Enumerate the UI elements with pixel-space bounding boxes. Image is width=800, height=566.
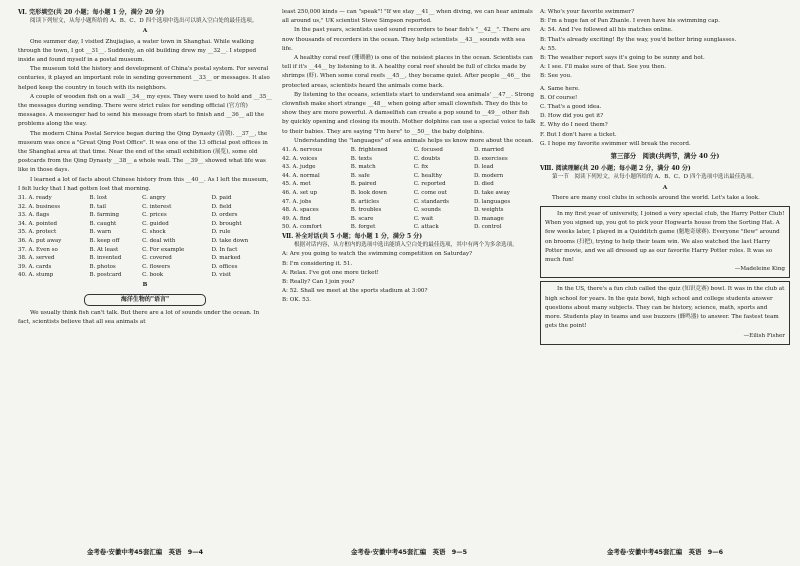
- option-cell: B. keep off: [89, 238, 120, 245]
- option-cell: 41. A. nervous: [282, 147, 323, 154]
- paragraph: A healthy coral reef (珊瑚礁) is one of the noisiest places in the ocean. Scientists can tell if it's __44__ by listening to it. A healthy coral reef should be full of clicks made by shrimps (虾). When some coral reefs __45__, they became quiet. After people __46__ the protected areas, scientists heard the animals come back.: [282, 55, 533, 89]
- option-cell: 34. A. pointed: [18, 220, 58, 227]
- signature: —Madeleine King: [734, 266, 785, 273]
- column-right: [540, 8, 790, 348]
- dialog-line: A: 52. Shall we meet at the sports stadium at 3:00?: [282, 288, 428, 295]
- choice-item: F. But I don't have a ticket.: [540, 131, 617, 138]
- option-cell: D. take down: [211, 238, 249, 245]
- option-cell: 40. A. stump: [18, 272, 54, 279]
- choice-item: C. That's a good idea.: [540, 104, 602, 111]
- dialog-line: B: See you.: [540, 73, 572, 80]
- option-row: [18, 228, 272, 237]
- option-row: [18, 211, 272, 220]
- dialog-line: B: That's already exciting! By the way, you'd better bring sunglasses.: [540, 36, 737, 43]
- option-cell: B. lost: [89, 195, 108, 202]
- dialog-line: B: The weather report says it's going to be sunny and hot.: [540, 55, 705, 62]
- paragraph: In my first year of university, I joined a very special club, the Harry Potter Club! When you signed up, you got to pick your Hogwarts house from the Sorting Hat. A few weeks later, I played in a Quidditch game (魁地奇球赛). Everyone "flew" around on brooms (扫把), trying to help their team win. We also watched the last Harry Potter movie, and we all dressed up as our favorite Harry Potter roles. It was so much fun!: [545, 211, 785, 264]
- paragraph: One summer day, I visited Zhujiajiao, a water town in Shanghai. While walking through the town, I got __31__. Suddenly, an old building drew my __32__. I stepped inside and found myself in a postal museum.: [18, 38, 257, 64]
- option-row: [282, 172, 536, 181]
- dialog-line: B: OK. 53.: [282, 297, 311, 304]
- option-cell: B. safe: [350, 172, 370, 179]
- paragraph: By listening to the oceans, scientists start to understand sea animals' __47__. Strong clownfish make short strange __48__ when going after small clownfish. They do this to show they are more powerful. A damselfish can create a pop sound to __49__ other fish by quickly opening and closing its mouth. Mother dolphins can use a special voice to talk to their babies. They are saying "I'm here" to __50__ the baby dolphins.: [282, 91, 536, 135]
- option-cell: B. photos: [89, 263, 116, 270]
- option-row: [18, 254, 272, 263]
- column-left: [18, 8, 272, 328]
- signature: —Eilish Fisher: [743, 332, 785, 339]
- option-cell: B. tail: [89, 203, 107, 210]
- option-cell: 49. A. find: [282, 215, 311, 222]
- section-title-cloze: Ⅵ. 完形填空(共 20 小题；每小题 1 分，满分 20 分): [18, 9, 165, 16]
- part-title: 第三部分 阅读(共两节，满分 40 分): [610, 152, 720, 161]
- option-cell: B. warn: [89, 229, 112, 236]
- option-row: [282, 146, 536, 155]
- option-cell: D. marked: [211, 255, 241, 262]
- section-instructions: 根据对话内容，从方框内的选项中选出能填入空白处的最佳选项，其中有两个为多余选项。: [294, 242, 518, 249]
- choice-item: B. Of course!: [540, 94, 578, 101]
- option-cell: B. caught: [89, 220, 117, 227]
- dialog-line: A: Are you going to watch the swimming competition on Saturday?: [282, 251, 473, 258]
- option-cell: C. doubts: [413, 155, 441, 162]
- dialog-line: A: Who's your favorite swimmer?: [540, 9, 634, 15]
- choice-item: G. I hope my favorite swimmer will break the record.: [540, 140, 691, 147]
- option-cell: B. At least: [89, 246, 119, 253]
- option-row: [282, 163, 536, 172]
- option-cell: 50. A. comfort: [282, 224, 322, 231]
- option-row: [282, 189, 536, 198]
- option-cell: D. visit: [211, 272, 231, 279]
- option-cell: B. texts: [350, 155, 372, 162]
- option-cell: C. attack: [413, 224, 439, 231]
- option-cell: B. troubles: [350, 207, 382, 214]
- option-cell: D. paid: [211, 195, 232, 202]
- option-cell: D. exercises: [473, 155, 508, 162]
- option-cell: C. book: [142, 272, 164, 279]
- option-cell: 43. A. judge: [282, 164, 316, 171]
- option-cell: C. standards: [413, 198, 449, 205]
- option-cell: B. frightened: [350, 147, 388, 154]
- paragraph: We usually think fish can't talk. But there are a lot of sounds under the ocean. In fact, scientists believe that all sea animals at: [18, 310, 260, 326]
- option-row: [18, 271, 272, 280]
- option-cell: C. deal with: [142, 238, 176, 245]
- option-cell: C. flowers: [142, 263, 171, 270]
- option-cell: D. In fact: [211, 246, 238, 253]
- option-cell: D. weights: [473, 207, 504, 214]
- option-row: [282, 155, 536, 164]
- option-row: [18, 237, 272, 246]
- page-footer: 金考卷·安徽中考45套汇编 英语 9—6: [606, 548, 724, 556]
- option-cell: B. invented: [89, 255, 122, 262]
- option-row: [18, 203, 272, 212]
- choice-list: [540, 85, 790, 149]
- choice-item: A. Same here.: [540, 85, 580, 92]
- paragraph: In the past years, scientists used sound recorders to hear fish's "__42__". There are now thousands of recorders in the ocean. They help scientists __43__ sounds with sea life.: [282, 27, 531, 52]
- option-row: [18, 246, 272, 255]
- option-cell: C. wait: [413, 215, 434, 222]
- option-row: [18, 220, 272, 229]
- option-cell: C. covered: [142, 255, 172, 262]
- option-cell: 39. A. cards: [18, 263, 52, 270]
- paragraph: The museum told the history and development of China's postal system. For several centuries, it played an important role in sending government __33__ or messages. It also helped keep the country in touch with its neighbors.: [18, 66, 270, 91]
- options-table: [18, 194, 272, 280]
- dialog-line: A: 54. And I've followed all his matches online.: [540, 27, 673, 34]
- option-cell: D. offices: [211, 263, 238, 270]
- paragraph: The modern China Postal Service began during the Qing Dynasty (清朝). __37__, the museum was once a "Great Qing Post Office". It was one of the 13 official post offices in the Shanghai area at that time. Near the end of the small exhibition (展览), some old postcards from the Qing Dynasty __38__ a whole wall. The __39__ showed what life was like in those days.: [18, 130, 268, 174]
- option-cell: D. lead: [473, 164, 494, 171]
- option-cell: D. field: [211, 203, 232, 210]
- option-cell: 32. A. business: [18, 203, 61, 210]
- club-box: [540, 281, 790, 344]
- option-cell: D. brought: [211, 220, 242, 227]
- option-cell: 35. A. protect: [18, 229, 57, 236]
- page-footer: 金考卷·安徽中考45套汇编 英语 9—5: [350, 548, 468, 556]
- dialog-line: B: Really? Can I join you?: [282, 279, 355, 285]
- option-cell: B. look down: [350, 190, 387, 197]
- option-cell: D. languages: [473, 198, 511, 205]
- option-cell: 48. A. spaces: [282, 207, 319, 214]
- option-row: [282, 215, 536, 224]
- option-cell: 33. A. flags: [18, 212, 50, 219]
- option-cell: C. come out: [413, 190, 447, 197]
- section-instructions: 第一节 阅读下列短文，从每小题所给的 A、B、C、D 四个选项中选出最佳选项。: [552, 174, 758, 181]
- option-cell: B. scare: [350, 215, 374, 222]
- option-cell: 42. A. voices: [282, 155, 318, 162]
- option-cell: 45. A. met: [282, 181, 311, 188]
- section-title-reading: Ⅷ. 阅读理解(共 20 小题；每小题 2 分，满分 40 分): [540, 165, 691, 173]
- option-cell: C. healthy: [413, 172, 443, 179]
- section-instructions: 阅读下列短文，从每小题所给的 A、B、C、D 四个选项中选出可以填入空白处的最佳选项。: [30, 18, 258, 25]
- option-cell: C. fix: [413, 164, 429, 171]
- option-cell: 46. A. set up: [282, 190, 318, 197]
- option-cell: C. guided: [142, 220, 169, 227]
- option-cell: D. take away: [473, 190, 510, 197]
- option-row: [282, 206, 536, 215]
- column-middle: [282, 8, 536, 306]
- passage-letter-a: A: [142, 28, 148, 35]
- option-row: [282, 180, 536, 189]
- option-cell: B. forget: [350, 224, 376, 231]
- option-cell: D. died: [473, 181, 494, 188]
- paragraph: There are many cool clubs in schools around the world. Let's take a look.: [552, 194, 760, 201]
- option-cell: 31. A. ready: [18, 195, 52, 202]
- option-cell: 36. A. put away: [18, 238, 62, 245]
- option-cell: B. farming: [89, 212, 120, 219]
- option-cell: 44. A. normal: [282, 172, 320, 179]
- option-cell: 37. A. Even so: [18, 246, 58, 253]
- option-cell: B. paired: [350, 181, 377, 188]
- options-table: [282, 146, 536, 232]
- option-cell: C. prices: [142, 212, 167, 219]
- page-footer: 金考卷·安徽中考45套汇编 英语 9—4: [86, 548, 204, 556]
- paragraph: I learned a lot of facts about Chinese history from this __40__. As I left the museum, I felt lucky that I had gotten lost that morning.: [18, 176, 269, 192]
- option-cell: C. shock: [142, 229, 166, 236]
- option-cell: D. rule: [211, 229, 231, 236]
- option-cell: D. manage: [473, 215, 504, 222]
- paragraph: Understanding the "languages" of sea animals helps us know more about the ocean.: [294, 137, 534, 144]
- option-cell: D. modern: [473, 172, 504, 179]
- choice-item: E. Why do I need them?: [540, 122, 608, 129]
- passage-banner: 海洋生物的"语言": [84, 294, 206, 306]
- club-box: [540, 206, 790, 278]
- option-cell: B. articles: [350, 198, 380, 205]
- passage-letter-a: A: [662, 184, 668, 191]
- option-cell: B. match: [350, 164, 376, 171]
- passage-letter-b: B: [142, 282, 148, 288]
- option-cell: C. sounds: [413, 207, 441, 214]
- option-row: [18, 263, 272, 272]
- dialog-line: A: I see. I'll make sure of that. See you then.: [540, 64, 667, 71]
- option-cell: D. married: [473, 147, 504, 154]
- paragraph: least 250,000 kinds — can "speak"! "If we stay __41__ when diving, we can hear animals all around us," UK scientist Steve Simpson reported.: [282, 9, 533, 25]
- option-cell: B. postcard: [89, 272, 122, 279]
- dialog-line: A: 55.: [540, 45, 557, 52]
- dialog-line: A: Relax. I've got one more ticket!: [282, 269, 379, 276]
- option-cell: C. reported: [413, 181, 446, 188]
- section-title-dialog: Ⅶ. 补全对话(共 5 小题；每小题 1 分，满分 5 分): [282, 232, 423, 240]
- option-cell: C. For example: [142, 246, 185, 253]
- choice-item: D. How did you get it?: [540, 113, 604, 120]
- option-cell: C. interest: [142, 203, 172, 210]
- paragraph: In the US, there's a fun club called the quiz (知识竞赛) bowl. It was in the club at high school for years. In the quiz bowl, high school and college students answer questions about many subjects. They can be history, science, math, sports and more. Students play in teams and use buzzers (蜂鸣器) to answer. The fastest team gets the point!: [545, 286, 785, 330]
- option-row: [282, 223, 536, 232]
- option-cell: C. angry: [142, 195, 166, 202]
- option-row: [18, 194, 272, 203]
- option-cell: 47. A. jobs: [282, 198, 312, 205]
- option-row: [282, 198, 536, 207]
- paragraph: A couple of wooden fish on a wall __34__ my eyes. They were used to hold and __35__ the messages during sending. There were strict rules for sending official (官方的) messages. A messenger had to send his message from start to finish and __36__ all the problems along the way.: [18, 93, 272, 128]
- option-cell: 38. A. served: [18, 255, 55, 262]
- dialog-line: B: I'm a huge fan of Pan Zhanle. I even have his swimming cap.: [540, 18, 720, 25]
- option-cell: D. control: [473, 224, 502, 231]
- dialog-line: B: I'm considering it. 51.: [282, 260, 353, 267]
- option-cell: D. orders: [211, 212, 238, 219]
- option-cell: C. focused: [413, 147, 443, 154]
